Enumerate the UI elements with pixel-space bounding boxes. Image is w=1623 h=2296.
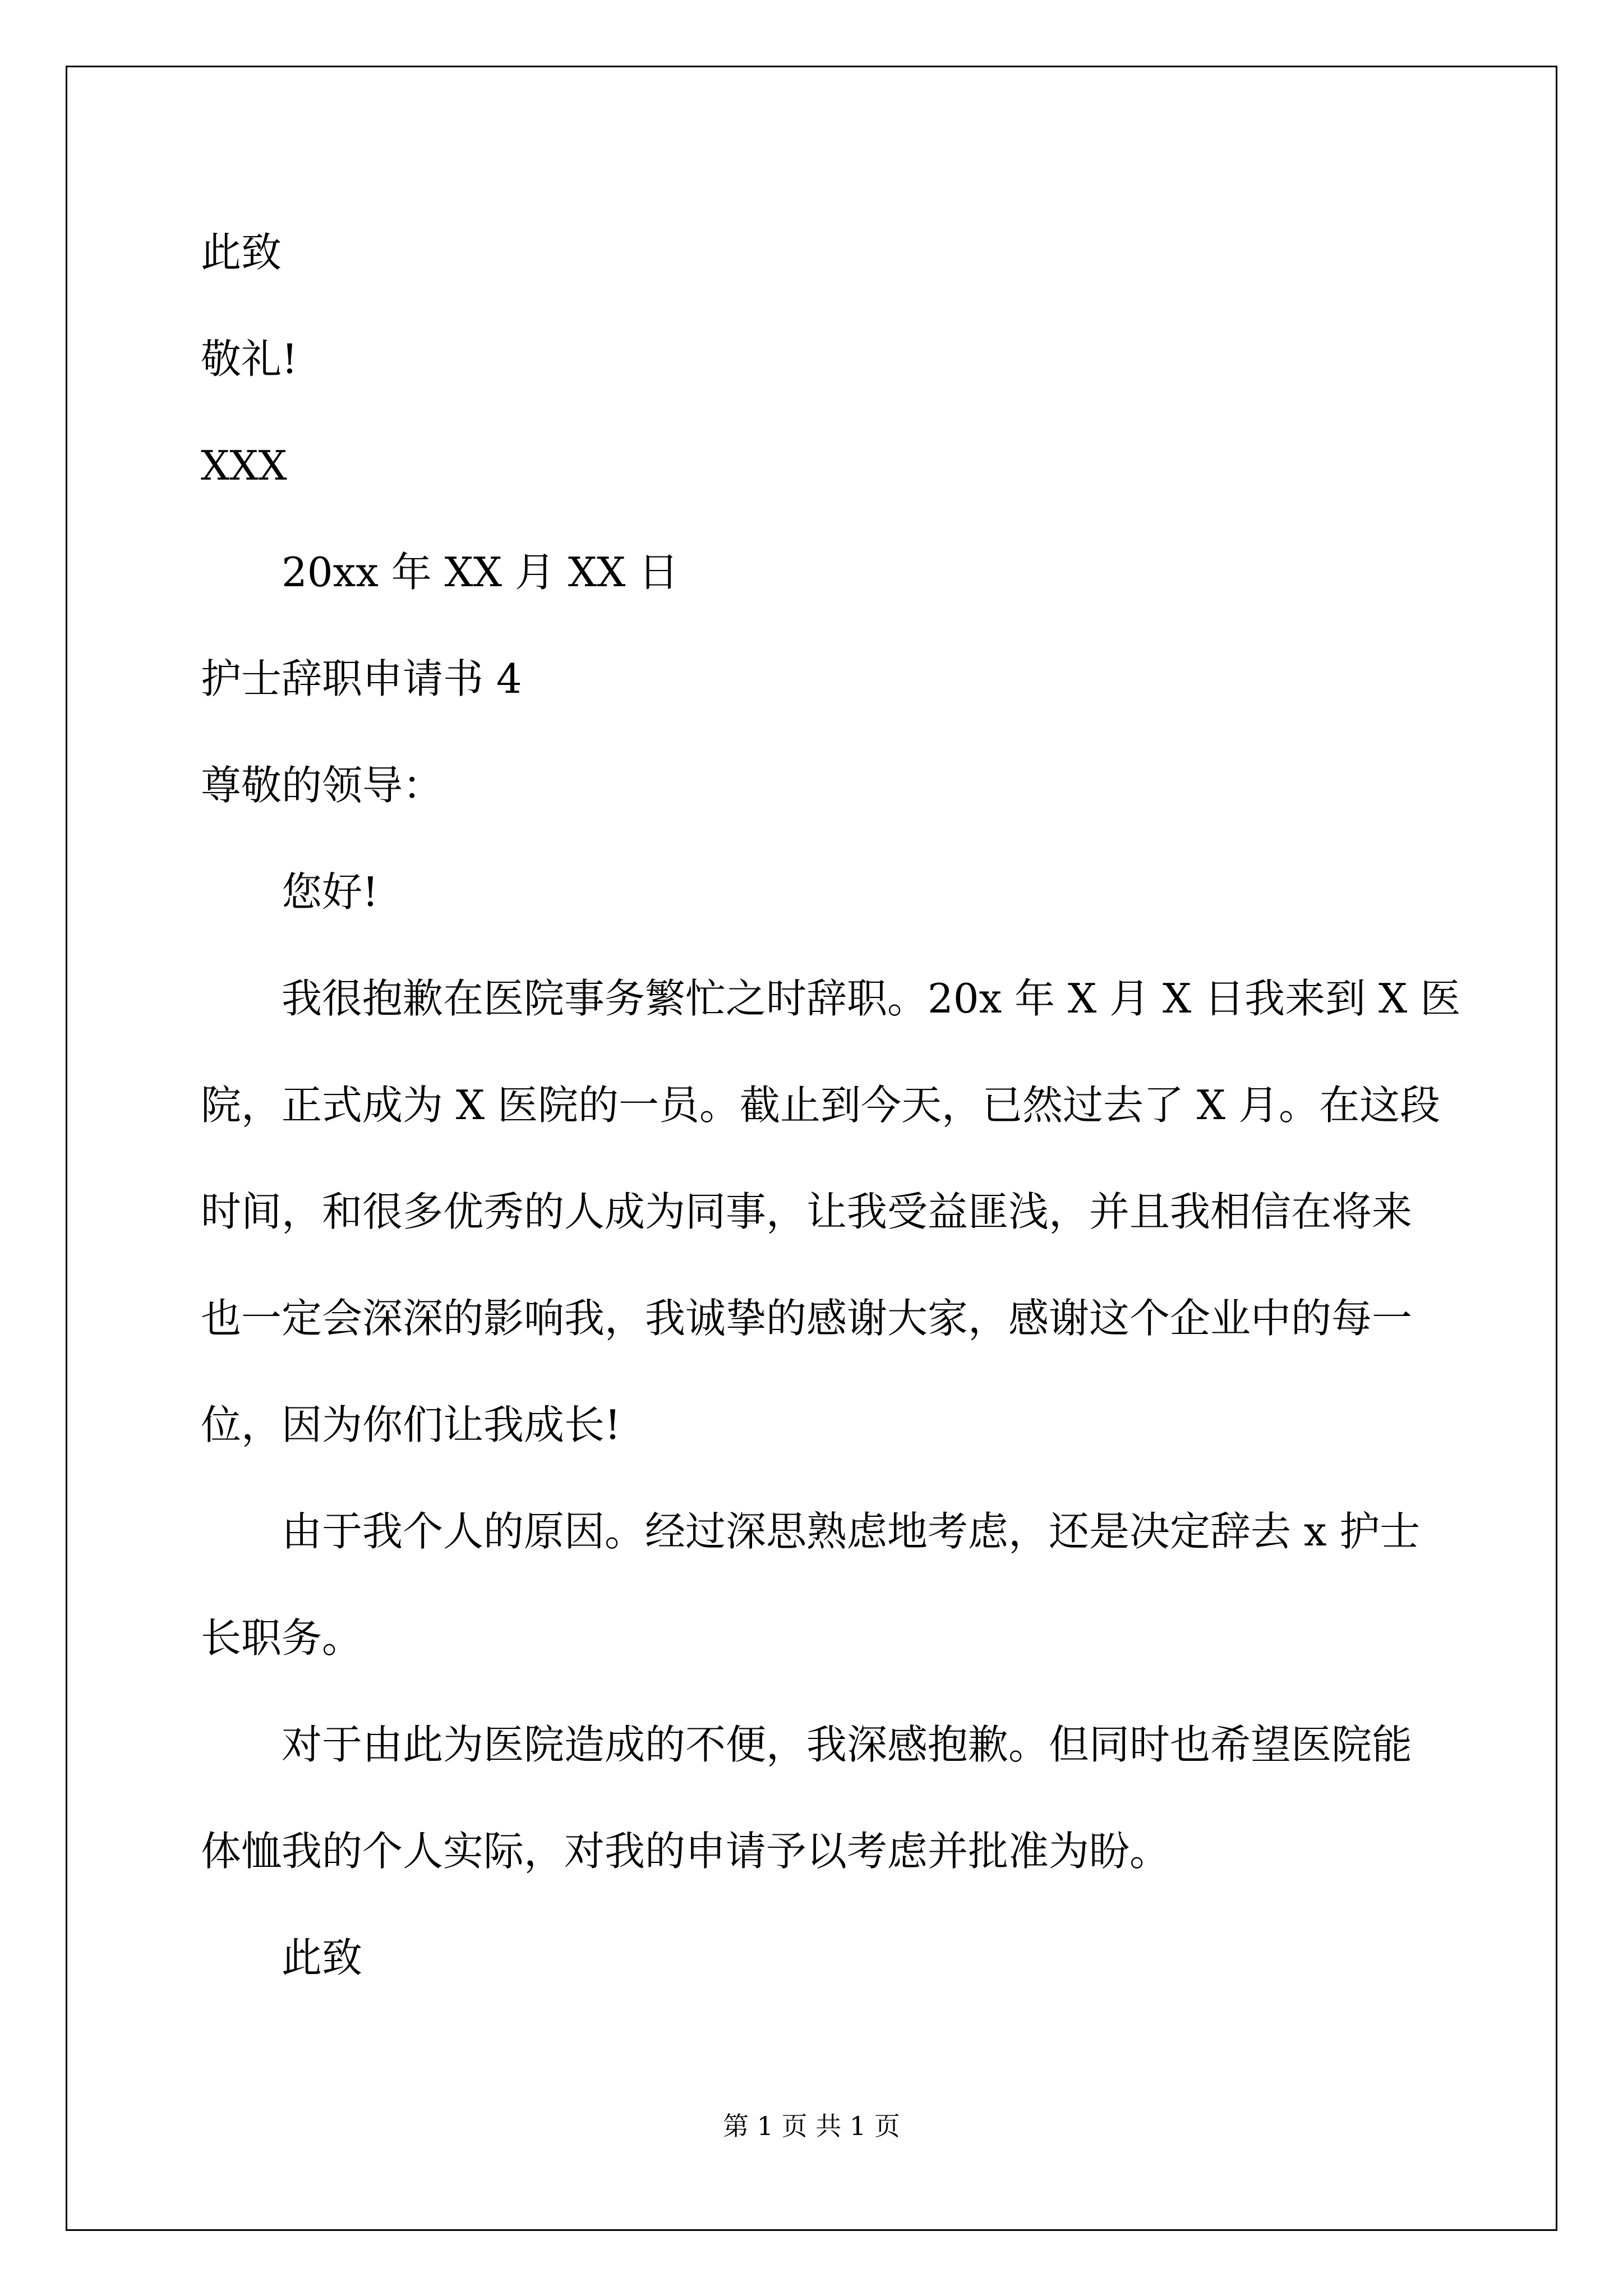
closing-salutation-2: 此致 bbox=[282, 1934, 363, 1981]
paragraph-line: 位，因为你们让我成长! bbox=[201, 1401, 621, 1448]
signature-name: XXX bbox=[201, 442, 287, 489]
paragraph-line: 时间，和很多优秀的人成为同事，让我受益匪浅，并且我相信在将来 bbox=[201, 1188, 1413, 1235]
paragraph-line: 也一定会深深的影响我，我诚挚的感谢大家，感谢这个企业中的每一 bbox=[201, 1295, 1413, 1342]
paragraph-line: 院，正式成为 X 医院的一员。截止到今天，已然过去了 X 月。在这段 bbox=[201, 1082, 1441, 1129]
paragraph-line: 由于我个人的原因。经过深思熟虑地考虑，还是决定辞去 x 护士 bbox=[282, 1508, 1421, 1555]
signature-date: 20xx 年 XX 月 XX 日 bbox=[282, 549, 679, 596]
paragraph-line: 长职务。 bbox=[201, 1614, 363, 1662]
page-border bbox=[66, 66, 1557, 2231]
greeting-recipient: 尊敬的领导： bbox=[201, 762, 444, 809]
closing-salutation: 此致 bbox=[201, 229, 282, 276]
paragraph-line: 对于由此为医院造成的不便，我深感抱歉。但同时也希望医院能 bbox=[282, 1721, 1413, 1768]
closing-respect: 敬礼! bbox=[201, 335, 298, 383]
paragraph-line: 我很抱歉在医院事务繁忙之时辞职。20x 年 X 月 X 日我来到 X 医 bbox=[282, 975, 1461, 1022]
greeting: 您好! bbox=[282, 868, 379, 915]
paragraph-line: 体恤我的个人实际，对我的申请予以考虑并批准为盼。 bbox=[201, 1828, 1170, 1875]
page-number-footer: 第 1 页 共 1 页 bbox=[723, 2111, 900, 2141]
section-title: 护士辞职申请书 4 bbox=[201, 655, 522, 702]
